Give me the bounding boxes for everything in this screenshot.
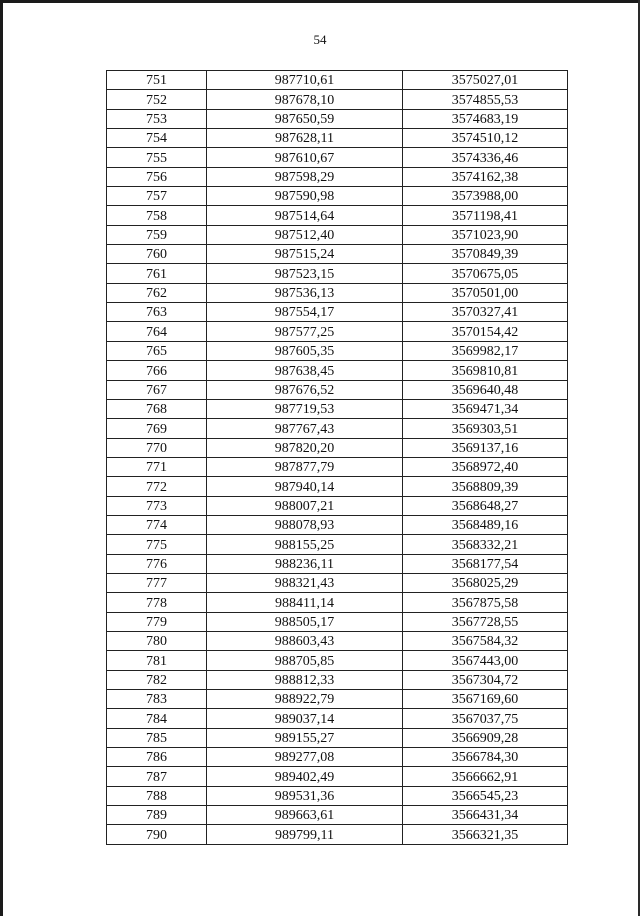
table-row: [107, 709, 568, 728]
table-row: [107, 187, 568, 206]
table-row: [107, 767, 568, 786]
point-number-cell: 783: [107, 690, 207, 709]
point-number-cell: 785: [107, 728, 207, 747]
x-coordinate-cell: 989663,61: [207, 806, 403, 825]
point-number-cell: 787: [107, 767, 207, 786]
point-number-cell: 769: [107, 419, 207, 438]
y-coordinate-cell: 3566545,23: [403, 786, 568, 805]
y-coordinate-cell: 3571023,90: [403, 225, 568, 244]
x-coordinate-cell: 987628,11: [207, 129, 403, 148]
page-number: 54: [313, 32, 327, 47]
x-coordinate-cell: 989531,36: [207, 786, 403, 805]
point-number-cell: 778: [107, 593, 207, 612]
table-row: [107, 825, 568, 844]
x-coordinate-cell: 988922,79: [207, 690, 403, 709]
point-number-cell: 753: [107, 109, 207, 128]
x-coordinate-cell: 988411,14: [207, 593, 403, 612]
y-coordinate-cell: 3570327,41: [403, 303, 568, 322]
table-row: [107, 90, 568, 109]
y-coordinate-cell: 3568025,29: [403, 573, 568, 592]
y-coordinate-cell: 3574162,38: [403, 167, 568, 186]
point-number-cell: 763: [107, 303, 207, 322]
y-coordinate-cell: 3574683,19: [403, 109, 568, 128]
point-number-cell: 756: [107, 167, 207, 186]
table-row: [107, 786, 568, 805]
table-row: [107, 690, 568, 709]
table-row: [107, 612, 568, 631]
x-coordinate-cell: 987590,98: [207, 187, 403, 206]
y-coordinate-cell: 3569137,16: [403, 438, 568, 457]
x-coordinate-cell: 987598,29: [207, 167, 403, 186]
y-coordinate-cell: 3569471,34: [403, 399, 568, 418]
point-number-cell: 755: [107, 148, 207, 167]
y-coordinate-cell: 3568489,16: [403, 515, 568, 534]
x-coordinate-cell: 987719,53: [207, 399, 403, 418]
x-coordinate-cell: 989402,49: [207, 767, 403, 786]
table-row: [107, 109, 568, 128]
table-row: [107, 670, 568, 689]
point-number-cell: 767: [107, 380, 207, 399]
table-row: [107, 148, 568, 167]
table-row: [107, 419, 568, 438]
point-number-cell: 777: [107, 573, 207, 592]
x-coordinate-cell: 987650,59: [207, 109, 403, 128]
point-number-cell: 752: [107, 90, 207, 109]
point-number-cell: 760: [107, 245, 207, 264]
y-coordinate-cell: 3567875,58: [403, 593, 568, 612]
x-coordinate-cell: 987820,20: [207, 438, 403, 457]
x-coordinate-cell: 987514,64: [207, 206, 403, 225]
x-coordinate-cell: 988812,33: [207, 670, 403, 689]
table-row: [107, 477, 568, 496]
point-number-cell: 781: [107, 651, 207, 670]
y-coordinate-cell: 3570154,42: [403, 322, 568, 341]
y-coordinate-cell: 3574510,12: [403, 129, 568, 148]
y-coordinate-cell: 3568972,40: [403, 457, 568, 476]
x-coordinate-cell: 987536,13: [207, 283, 403, 302]
x-coordinate-cell: 988705,85: [207, 651, 403, 670]
table-row: [107, 806, 568, 825]
coordinates-table: [106, 70, 568, 845]
y-coordinate-cell: 3569640,48: [403, 380, 568, 399]
y-coordinate-cell: 3569303,51: [403, 419, 568, 438]
point-number-cell: 768: [107, 399, 207, 418]
y-coordinate-cell: 3567728,55: [403, 612, 568, 631]
x-coordinate-cell: 987554,17: [207, 303, 403, 322]
y-coordinate-cell: 3567037,75: [403, 709, 568, 728]
table-row: [107, 129, 568, 148]
point-number-cell: 774: [107, 515, 207, 534]
point-number-cell: 772: [107, 477, 207, 496]
table-row: [107, 283, 568, 302]
point-number-cell: 786: [107, 748, 207, 767]
table-row: [107, 496, 568, 515]
y-coordinate-cell: 3575027,01: [403, 71, 568, 90]
x-coordinate-cell: 988078,93: [207, 515, 403, 534]
table-row: [107, 380, 568, 399]
y-coordinate-cell: 3567169,60: [403, 690, 568, 709]
x-coordinate-cell: 987710,61: [207, 71, 403, 90]
point-number-cell: 751: [107, 71, 207, 90]
x-coordinate-cell: 987676,52: [207, 380, 403, 399]
point-number-cell: 757: [107, 187, 207, 206]
table-row: [107, 264, 568, 283]
y-coordinate-cell: 3566909,28: [403, 728, 568, 747]
table-row: [107, 535, 568, 554]
point-number-cell: 759: [107, 225, 207, 244]
table-row: [107, 748, 568, 767]
x-coordinate-cell: 987638,45: [207, 361, 403, 380]
table-row: [107, 167, 568, 186]
y-coordinate-cell: 3567443,00: [403, 651, 568, 670]
table-row: [107, 515, 568, 534]
y-coordinate-cell: 3568177,54: [403, 554, 568, 573]
point-number-cell: 758: [107, 206, 207, 225]
table-row: [107, 573, 568, 592]
point-number-cell: 761: [107, 264, 207, 283]
x-coordinate-cell: 989277,08: [207, 748, 403, 767]
y-coordinate-cell: 3567304,72: [403, 670, 568, 689]
table-row: [107, 206, 568, 225]
y-coordinate-cell: 3571198,41: [403, 206, 568, 225]
table-row: [107, 303, 568, 322]
point-number-cell: 775: [107, 535, 207, 554]
table-row: [107, 438, 568, 457]
point-number-cell: 773: [107, 496, 207, 515]
point-number-cell: 780: [107, 631, 207, 650]
x-coordinate-cell: 987515,24: [207, 245, 403, 264]
table-row: [107, 245, 568, 264]
point-number-cell: 765: [107, 341, 207, 360]
table-row: [107, 225, 568, 244]
x-coordinate-cell: 987877,79: [207, 457, 403, 476]
x-coordinate-cell: 988505,17: [207, 612, 403, 631]
x-coordinate-cell: 989799,11: [207, 825, 403, 844]
x-coordinate-cell: 987512,40: [207, 225, 403, 244]
table-row: [107, 554, 568, 573]
point-number-cell: 789: [107, 806, 207, 825]
table-row: [107, 71, 568, 90]
y-coordinate-cell: 3568809,39: [403, 477, 568, 496]
x-coordinate-cell: 988603,43: [207, 631, 403, 650]
x-coordinate-cell: 987940,14: [207, 477, 403, 496]
point-number-cell: 779: [107, 612, 207, 631]
y-coordinate-cell: 3566431,34: [403, 806, 568, 825]
point-number-cell: 790: [107, 825, 207, 844]
point-number-cell: 764: [107, 322, 207, 341]
x-coordinate-cell: 987577,25: [207, 322, 403, 341]
y-coordinate-cell: 3574855,53: [403, 90, 568, 109]
y-coordinate-cell: 3570501,00: [403, 283, 568, 302]
x-coordinate-cell: 987767,43: [207, 419, 403, 438]
x-coordinate-cell: 988007,21: [207, 496, 403, 515]
table-row: [107, 631, 568, 650]
x-coordinate-cell: 988321,43: [207, 573, 403, 592]
table-row: [107, 341, 568, 360]
point-number-cell: 762: [107, 283, 207, 302]
table-row: [107, 593, 568, 612]
point-number-cell: 770: [107, 438, 207, 457]
y-coordinate-cell: 3569982,17: [403, 341, 568, 360]
y-coordinate-cell: 3568648,27: [403, 496, 568, 515]
point-number-cell: 754: [107, 129, 207, 148]
point-number-cell: 766: [107, 361, 207, 380]
table-row: [107, 651, 568, 670]
point-number-cell: 782: [107, 670, 207, 689]
y-coordinate-cell: 3573988,00: [403, 187, 568, 206]
x-coordinate-cell: 988236,11: [207, 554, 403, 573]
y-coordinate-cell: 3568332,21: [403, 535, 568, 554]
table-row: [107, 399, 568, 418]
table-row: [107, 457, 568, 476]
x-coordinate-cell: 987523,15: [207, 264, 403, 283]
y-coordinate-cell: 3567584,32: [403, 631, 568, 650]
y-coordinate-cell: 3566662,91: [403, 767, 568, 786]
y-coordinate-cell: 3574336,46: [403, 148, 568, 167]
y-coordinate-cell: 3566784,30: [403, 748, 568, 767]
table-row: [107, 361, 568, 380]
x-coordinate-cell: 987678,10: [207, 90, 403, 109]
y-coordinate-cell: 3569810,81: [403, 361, 568, 380]
x-coordinate-cell: 989155,27: [207, 728, 403, 747]
scan-border-left: [0, 0, 3, 916]
x-coordinate-cell: 987605,35: [207, 341, 403, 360]
point-number-cell: 771: [107, 457, 207, 476]
x-coordinate-cell: 987610,67: [207, 148, 403, 167]
coordinates-table-body: [107, 71, 568, 845]
table-row: [107, 322, 568, 341]
point-number-cell: 784: [107, 709, 207, 728]
table-row: [107, 728, 568, 747]
point-number-cell: 788: [107, 786, 207, 805]
point-number-cell: 776: [107, 554, 207, 573]
x-coordinate-cell: 988155,25: [207, 535, 403, 554]
y-coordinate-cell: 3566321,35: [403, 825, 568, 844]
y-coordinate-cell: 3570675,05: [403, 264, 568, 283]
y-coordinate-cell: 3570849,39: [403, 245, 568, 264]
x-coordinate-cell: 989037,14: [207, 709, 403, 728]
scan-border-top: [0, 0, 640, 3]
